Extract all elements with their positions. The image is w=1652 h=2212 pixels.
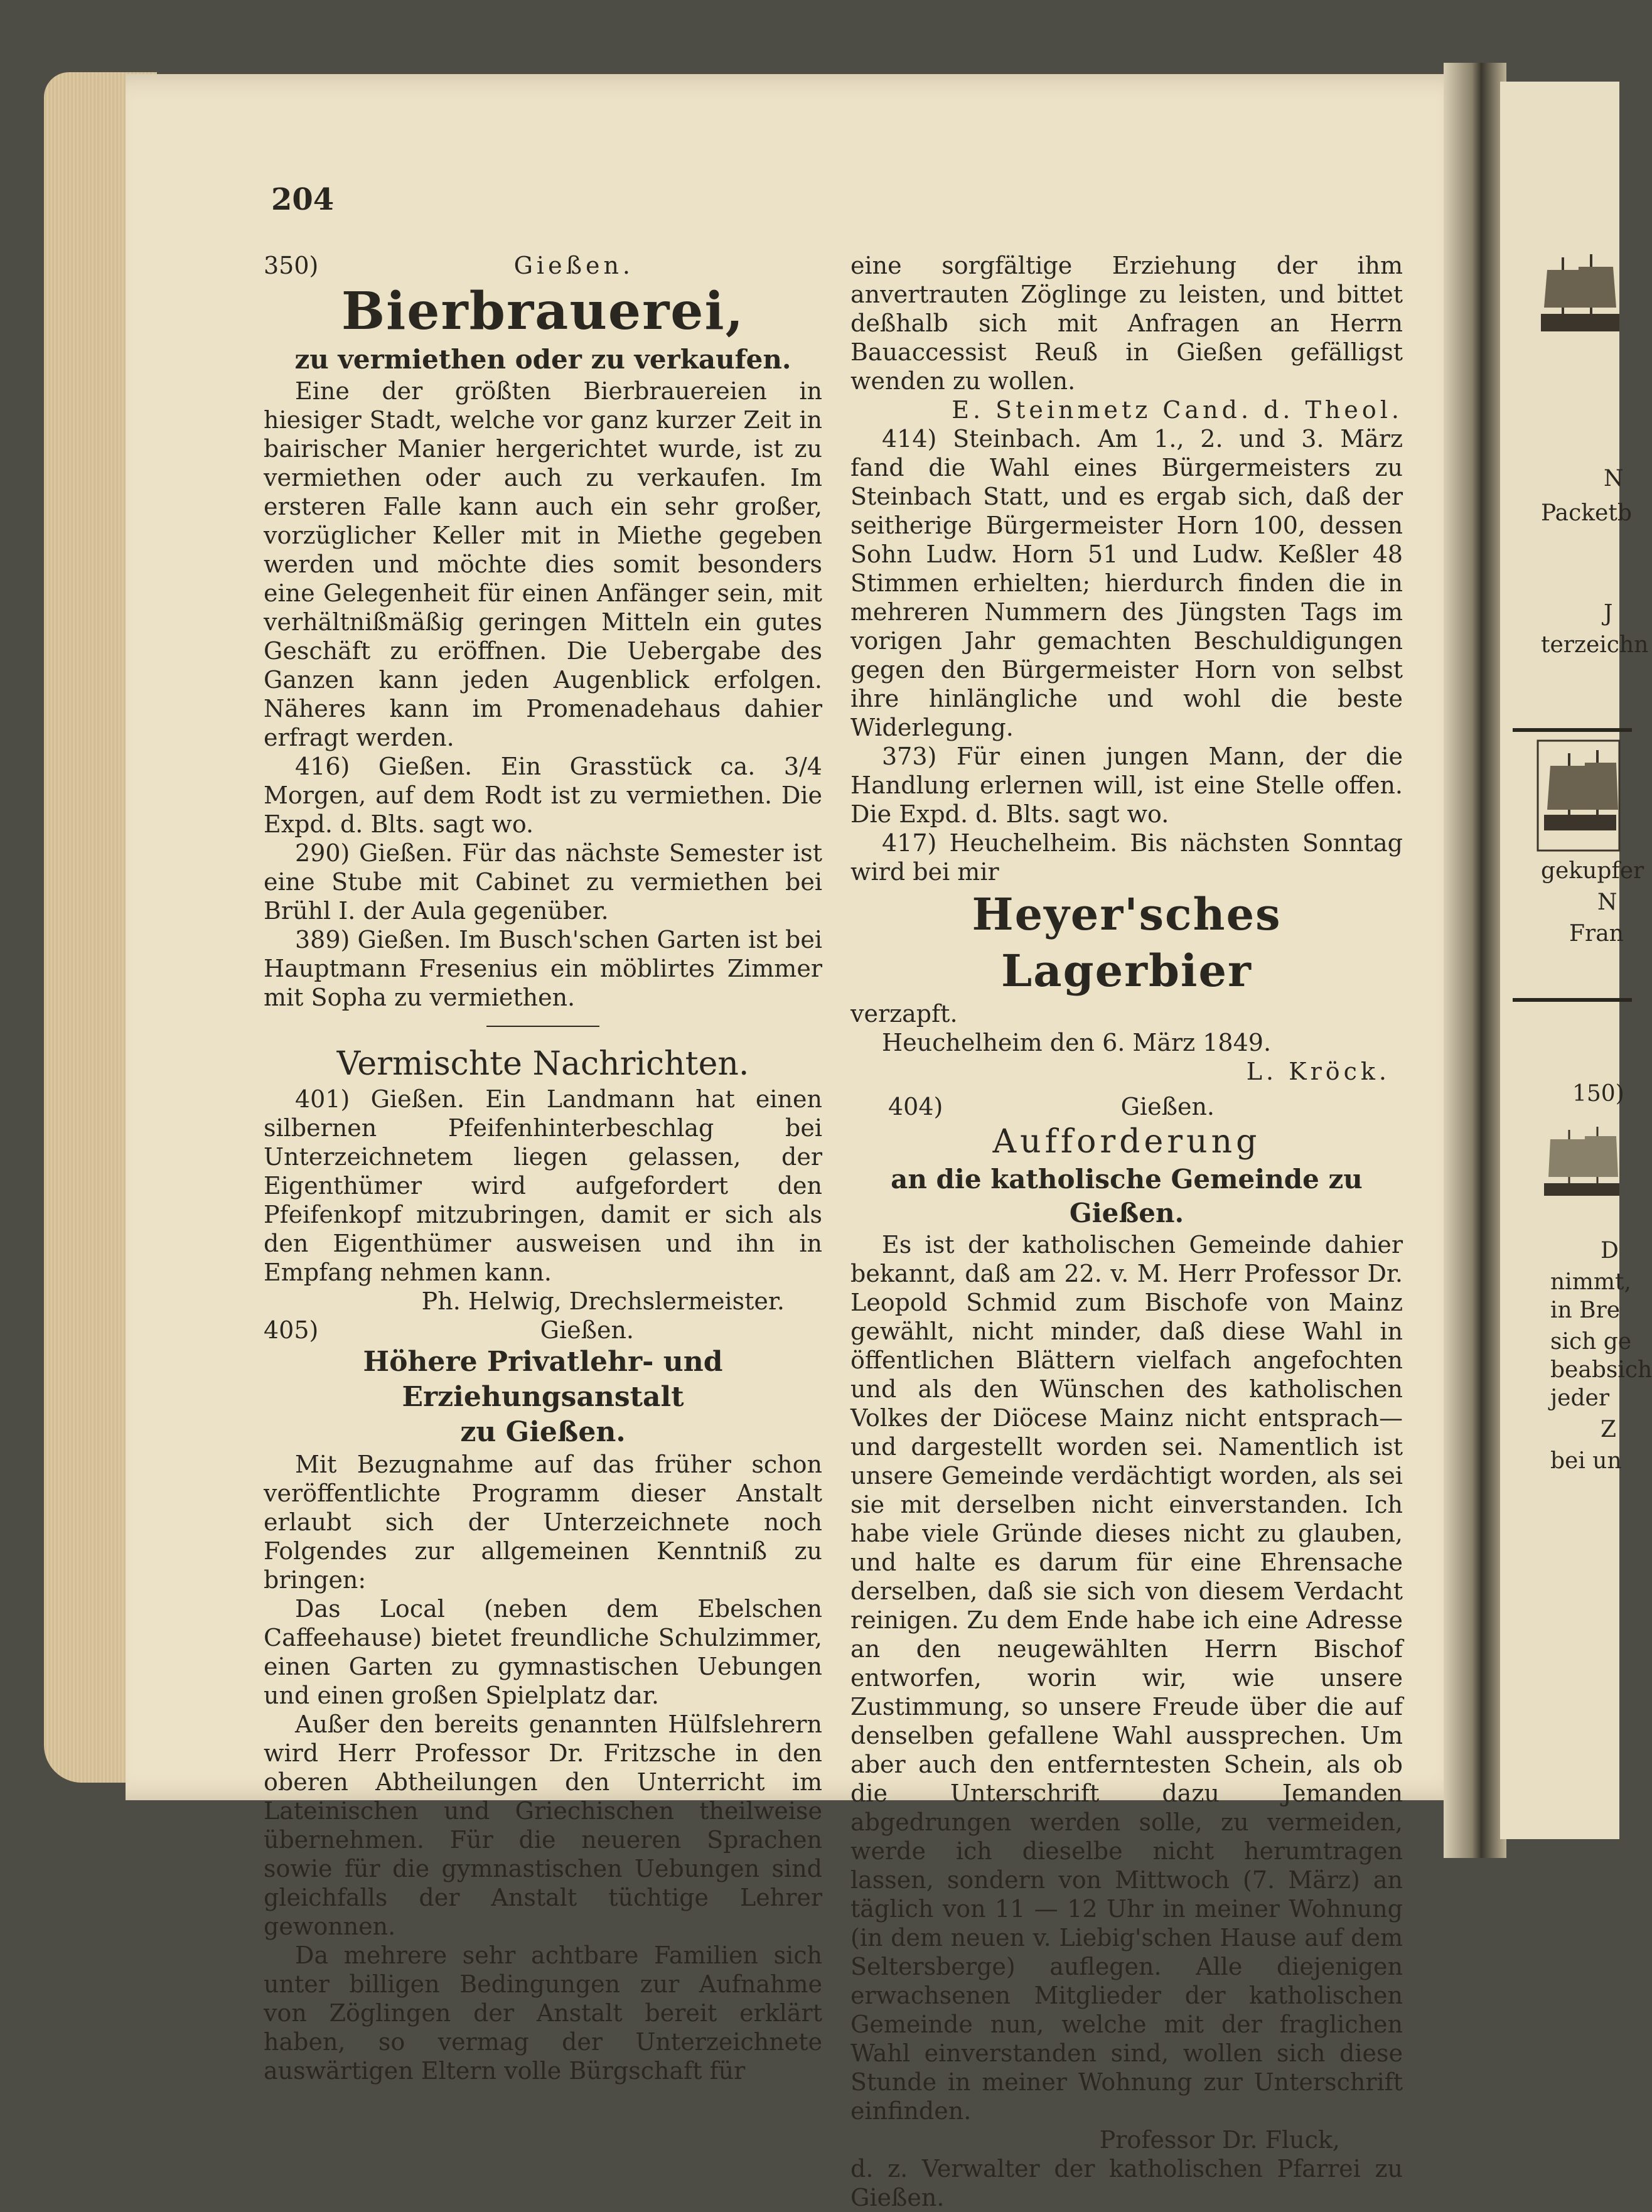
right-page-fragment: sich ge (1550, 1329, 1632, 1355)
ad-350-body: Eine der größten Bierbrauereien in hiesiger Stadt, welche vor ganz kurzer Zeit in bairischer Manier hergerichtet wurde, ist zu vermiethen oder auch zu verkaufen. Im ersteren Falle kann auch ein sehr großer, vorzüglicher Keller mit in Miethe gegeben werden und möchte dies somit besonders eine Gelegenheit für einen Anfänger sein, mit verhältnißmäßig geringen Mitteln ein gutes Geschäft zu eröffnen. Die Uebergabe des Ganzen kann jeden Augenblick erfolgen. Näheres kann im Promenadehaus dahier erfragt werden. (264, 377, 822, 751)
ad-290: 290) Gießen. Für das nächste Semester ist eine Stube mit Cabinet zu vermiethen bei Brühl I. der Aula gegenüber. (264, 839, 822, 925)
right-page-fragment: D (1601, 1238, 1619, 1264)
book-gutter (1444, 63, 1506, 1858)
ad-414: 414) Steinbach. Am 1., 2. und 3. März fand die Wahl eines Bürgermeisters zu Steinbach Statt, und es ergab sich, daß der seitherige Bürgermeister Horn 100, dessen Sohn Ludw. Horn 51 und Ludw. Keßler 48 Stimmen erhielten; hierdurch finden die in mehreren Nummern des Jüngsten Tags im vorigen Jahr gemachten Beschuldigungen gegen den Bürgermeister Horn von selbst ihre hinlängliche und wohl die beste Widerlegung. (850, 425, 1403, 741)
ad-350-title: Bierbrauerei, (341, 281, 745, 341)
right-page-rule (1513, 728, 1632, 732)
ad-401: 401) Gießen. Ein Landmann hat einen silbernen Pfeifenhinterbeschlag bei Unterzeichnetem liegen gelassen, der Eigenthümer wird aufgefordert den Pfeifenkopf mitzubringen, damit er sich als den Eigenthümer ausweisen und ihn in Empfang nehmen kann. (264, 1085, 822, 1286)
right-column (850, 251, 1403, 2212)
ad-405-signature: E. Steinmetz Cand. d. Theol. (952, 396, 1403, 424)
ad-number: 350) (264, 252, 319, 279)
right-page-fragment: beabsich (1550, 1357, 1652, 1383)
ad-405-continuation: eine sorgfältige Erziehung der ihm anvertrauten Zöglinge zu leisten, und bittet deßhalb sich mit Anfragen an Herrn Bauaccessist Reuß in Gießen gefälligst wenden zu wollen. (850, 252, 1403, 395)
ad-place: Gießen. (513, 252, 634, 279)
ship-illustration (1538, 741, 1619, 851)
ad-404-subtitle: an die katholische Gemeinde zu Gießen. (891, 1164, 1363, 1228)
ad-417-title: Heyer'sches Lagerbier (972, 888, 1282, 997)
ad-417-signature: L. Kröck. (1246, 1058, 1390, 1085)
right-page-fragment: Fran (1569, 921, 1624, 947)
ad-number: 404) (888, 1093, 943, 1120)
ad-404-title: Aufforderung (992, 1123, 1261, 1161)
right-page-rule (1513, 998, 1632, 1002)
right-page-fragment: J (1604, 601, 1613, 626)
right-page-fragment: bei un (1550, 1448, 1622, 1474)
ad-417-dateline: Heuchelheim den 6. März 1849. (882, 1029, 1272, 1056)
ad-405-paragraph: Da mehrere sehr achtbare Familien sich unter billigen Bedingungen zur Aufnahme von Zöglingen der Anstalt bereit erklärt haben, so vermag der Unterzeichnete auswärtigen Eltern volle Bürgschaft für (264, 1941, 822, 2085)
ad-416: 416) Gießen. Ein Grasstück ca. 3/4 Morgen, auf dem Rodt ist zu vermiethen. Die Expd. d. Blts. sagt wo. (264, 753, 822, 838)
ad-number: 405) (264, 1316, 319, 1344)
ad-place: Gießen. (1120, 1093, 1215, 1120)
right-page-fragment: terzeichn (1541, 632, 1649, 658)
ad-404-signature-line2: d. z. Verwalter der katholischen Pfarrei zu Gießen. (850, 2155, 1403, 2211)
ad-417-intro: 417) Heuchelheim. Bis nächsten Sonntag wird bei mir (850, 829, 1403, 886)
right-page-fragment: jeder (1550, 1385, 1610, 1411)
ad-389: 389) Gießen. Im Busch'schen Garten ist bei Hauptmann Fresenius ein möblirtes Zimmer mit Sopha zu vermiethen. (264, 926, 822, 1011)
ad-405-paragraph: Mit Bezugnahme auf das früher schon veröffentlichte Programm dieser Anstalt erlaubt sich der Unterzeichnete noch Folgendes zur allgemeinen Kenntniß zu bringen: (264, 1451, 822, 1594)
page-number: 204 (271, 182, 335, 217)
ad-405-title-line2: zu Gießen. (460, 1416, 626, 1448)
right-page-fragment: Packetb (1541, 500, 1632, 526)
ad-404-body: Es ist der katholischen Gemeinde dahier bekannt, daß am 22. v. M. Herr Professor Dr. Leopold Schmid zum Bischofe von Mainz gewählt, nicht minder, daß diese Wahl in öffentlichen Blättern vielfach angefochten und als den Wünschen des katholischen Volkes der Diöcese Mainz nicht entsprach—und dargestellt worden sei. Namentlich ist unsere Gemeinde verdächtigt worden, als sei sie mit derselben nicht einverstanden. Ich habe viele Gründe dieses nicht zu glauben, und halte es darum für eine Ehrensache derselben, daß sie sich von diesem Verdacht reinigen. Zu dem Ende habe ich eine Adresse an den neugewählten Herrn Bischof entworfen, worin wir, wie unsere Zustimmung, so unsere Freude über die auf denselben gefallene Wahl aussprechen. Um aber auch den entferntesten Schein, als ob die Unterschrift dazu Jemanden abgedrungen werden solle, zu vermeiden, werde ich dieselbe nicht herumtragen lassen, sondern von Mittwoch (7. März) an täglich von 11 — 12 Uhr in meiner Wohnung (in dem neuen v. Liebig'schen Hause auf dem Seltersberge) auflegen. Alle diejenigen erwachsenen Mitglieder der katholischen Gemeinde nun, welche mit der fraglichen Wahl einverstanden sind, wollen sich diese Stunde in meiner Wohnung zur Unterschrift einfinden. (850, 1231, 1403, 2125)
ship-illustration (1535, 251, 1619, 345)
ad-417-after: verzapft. (850, 1000, 958, 1028)
ad-350-header (264, 251, 822, 280)
ad-405-paragraph: Außer den bereits genannten Hülfslehrern wird Herr Professor Dr. Fritzsche in den oberen Abtheilungen den Unterricht im Lateinischen und Griechischen theilweise übernehmen. Für die neueren Sprachen sowie für die gymnastischen Uebungen sind gleichfalls der Anstalt tüchtige Lehrer gewonnen. (264, 1710, 822, 1940)
right-page-fragment: nimmt, (1550, 1269, 1631, 1295)
left-column (264, 251, 822, 2085)
right-page-fragment: N (1604, 466, 1624, 491)
ad-350-subtitle: zu vermiethen oder zu verkaufen. (294, 344, 791, 375)
right-page (1500, 82, 1652, 1839)
ad-401-signature: Ph. Helwig, Drechslermeister. (421, 1287, 785, 1315)
right-page-fragment: Z (1601, 1417, 1617, 1442)
right-page-fragment: gekupfer (1541, 858, 1644, 884)
ship-illustration (1541, 1124, 1619, 1205)
right-page-fragment: 150) (1572, 1081, 1624, 1107)
ad-place: Gießen. (540, 1316, 634, 1344)
section-title: Vermischte Nachrichten. (336, 1045, 749, 1083)
ad-405-paragraph: Das Local (neben dem Ebelschen Caffeehause) bietet freundliche Schulzimmer, einen Garten zu gymnastischen Uebungen und einen großen Spielplatz dar. (264, 1595, 822, 1709)
ad-373: 373) Für einen jungen Mann, der die Handlung erlernen will, ist eine Stelle offen. Die Expd. d. Blts. sagt wo. (850, 743, 1403, 828)
right-page-fragment: N (1597, 889, 1617, 915)
right-page-fragment: in Bre (1550, 1297, 1621, 1323)
ad-405-header (264, 1316, 822, 1345)
ad-404-signature: Professor Dr. Fluck, (1099, 2126, 1340, 2154)
ad-404-header (850, 1086, 1403, 1121)
ad-405-title: Höhere Privatlehr- und Erziehungsanstalt (363, 1346, 723, 1413)
section-divider (486, 1026, 599, 1027)
